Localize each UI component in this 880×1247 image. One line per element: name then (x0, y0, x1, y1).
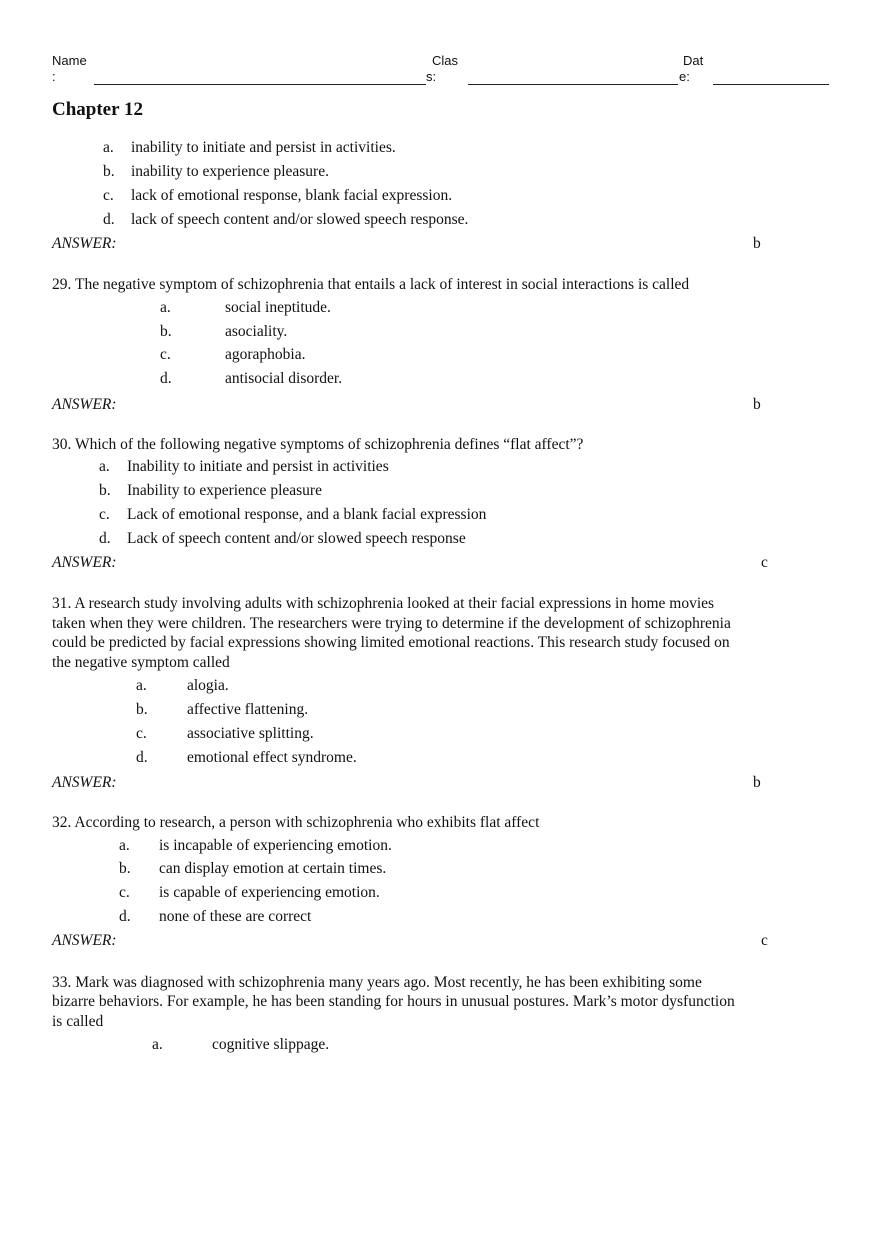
date-label-colon: e: (679, 69, 690, 84)
option-text: cognitive slippage. (212, 1036, 330, 1053)
question-stem: is called (52, 1013, 104, 1030)
class-label-colon: s: (426, 69, 437, 84)
option-letter: a. (136, 677, 147, 694)
answer-value: c (761, 932, 768, 949)
option-letter: d. (103, 211, 115, 228)
name-field[interactable] (94, 84, 426, 85)
question-stem: 29. The negative symptom of schizophrenia that entails a lack of interest in social interactions is called (52, 276, 690, 293)
name-label-colon: : (52, 69, 56, 84)
answer-value: b (753, 774, 761, 791)
answer-label: ANSWER: (52, 554, 117, 571)
option-letter: c. (103, 187, 114, 204)
option-letter: a. (119, 837, 130, 854)
answer-label: ANSWER: (52, 235, 117, 252)
option-text: none of these are correct (159, 908, 312, 925)
option-letter: b. (119, 860, 131, 877)
chapter-title: Chapter 12 (52, 99, 143, 120)
option-letter: b. (136, 701, 148, 718)
question-stem: 33. Mark was diagnosed with schizophrenia many years ago. Most recently, he has been exhibiting some (52, 974, 702, 991)
answer-value: c (761, 554, 768, 571)
option-letter: d. (136, 749, 148, 766)
option-letter: c. (136, 725, 147, 742)
question-stem: could be predicted by facial expressions showing limited emotional reactions. This research study focused on (52, 634, 730, 651)
option-text: is capable of experiencing emotion. (159, 884, 380, 901)
option-letter: b. (99, 482, 111, 499)
option-letter: a. (103, 139, 114, 156)
answer-value: b (753, 396, 761, 413)
option-text: Lack of emotional response, and a blank facial expression (127, 506, 487, 523)
option-text: lack of emotional response, blank facial expression. (131, 187, 453, 204)
option-letter: b. (160, 323, 172, 340)
answer-value: b (753, 235, 761, 252)
question-stem: 30. Which of the following negative symptoms of schizophrenia defines “flat affect”? (52, 436, 584, 453)
option-text: can display emotion at certain times. (159, 860, 387, 877)
option-letter: a. (99, 458, 110, 475)
option-letter: c. (119, 884, 130, 901)
option-text: lack of speech content and/or slowed speech response. (131, 211, 469, 228)
option-letter: d. (119, 908, 131, 925)
answer-label: ANSWER: (52, 932, 117, 949)
option-letter: d. (99, 530, 111, 547)
date-field[interactable] (713, 84, 829, 85)
class-label: Clas (432, 53, 459, 68)
question-stem: bizarre behaviors. For example, he has been standing for hours in unusual postures. Mark’s motor dysfunction (52, 993, 735, 1010)
option-text: Lack of speech content and/or slowed speech response (127, 530, 466, 547)
option-letter: a. (152, 1036, 163, 1053)
name-label: Name (52, 53, 87, 68)
option-text: social ineptitude. (225, 299, 331, 316)
option-letter: c. (160, 346, 171, 363)
option-letter: a. (160, 299, 171, 316)
option-text: affective flattening. (187, 701, 309, 718)
option-text: antisocial disorder. (225, 370, 343, 387)
option-text: Inability to initiate and persist in activities (127, 458, 389, 475)
option-text: Inability to experience pleasure (127, 482, 322, 499)
option-text: agoraphobia. (225, 346, 306, 363)
option-letter: c. (99, 506, 110, 523)
option-text: is incapable of experiencing emotion. (159, 837, 392, 854)
question-stem: 32. According to research, a person with schizophrenia who exhibits flat affect (52, 814, 540, 831)
option-text: associative splitting. (187, 725, 314, 742)
date-label: Dat (683, 53, 704, 68)
class-field[interactable] (468, 84, 678, 85)
question-stem: taken when they were children. The researchers were trying to determine if the development of schizophrenia (52, 615, 731, 632)
option-letter: b. (103, 163, 115, 180)
answer-label: ANSWER: (52, 774, 117, 791)
option-letter: d. (160, 370, 172, 387)
option-text: emotional effect syndrome. (187, 749, 357, 766)
question-stem: the negative symptom called (52, 654, 230, 671)
answer-label: ANSWER: (52, 396, 117, 413)
option-text: alogia. (187, 677, 229, 694)
option-text: inability to experience pleasure. (131, 163, 329, 180)
option-text: asociality. (225, 323, 288, 340)
option-text: inability to initiate and persist in activities. (131, 139, 396, 156)
question-stem: 31. A research study involving adults with schizophrenia looked at their facial expressions in home movies (52, 595, 715, 612)
